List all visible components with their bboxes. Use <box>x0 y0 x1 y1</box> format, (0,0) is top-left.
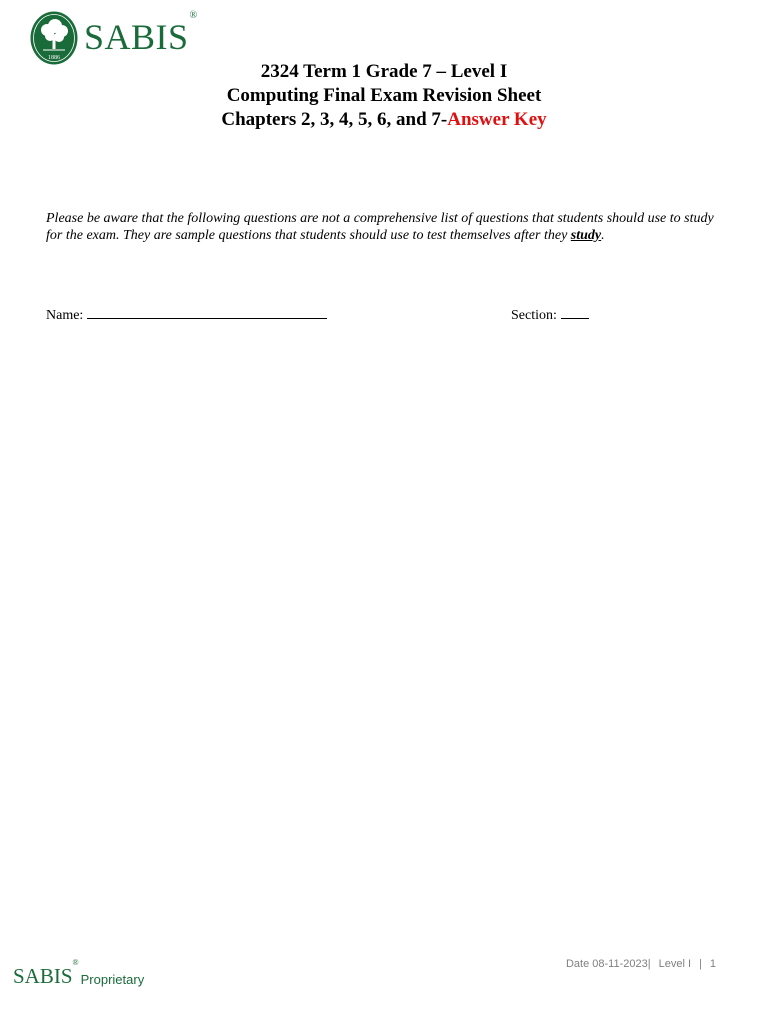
answer-key-label: Answer Key <box>447 109 547 130</box>
section-label: Section: <box>511 308 557 323</box>
tree-seal-icon <box>30 11 78 65</box>
footer-proprietary: Proprietary <box>80 972 145 987</box>
footer-meta <box>562 958 720 970</box>
title-chapters: Chapters 2, 3, 4, 5, 6, and 7- <box>221 109 448 130</box>
title-line-1: 2324 Term 1 Grade 7 – Level I <box>260 61 508 82</box>
document-title <box>0 60 768 132</box>
notice-end: . <box>601 228 605 243</box>
footer-separator: | <box>699 958 702 970</box>
footer-brand <box>13 958 145 988</box>
name-field-row <box>46 305 327 324</box>
name-blank-line[interactable] <box>87 305 327 319</box>
seal-year: 1886 <box>48 55 60 61</box>
notice-text: Please be aware that the following questions are not a comprehensive list of questions that students should use to study for the exam. They are sample questions that students should use to test themselves after they <box>46 211 714 243</box>
section-blank-line[interactable] <box>561 305 589 319</box>
footer-level: Level I <box>658 958 692 970</box>
title-line-3 <box>0 108 768 132</box>
notice-paragraph <box>46 210 726 244</box>
section-field-row <box>511 305 589 324</box>
footer-brand-text: SABIS <box>13 964 73 988</box>
sabis-logo <box>30 11 198 65</box>
logo-text: SABIS <box>84 17 189 57</box>
footer-wordmark <box>13 958 79 988</box>
footer-page-number: 1 <box>709 958 716 970</box>
footer-registered-mark: ® <box>72 958 79 967</box>
registered-mark: ® <box>189 10 198 21</box>
logo-wordmark <box>84 10 198 57</box>
footer-date: Date 08-11-2023| <box>565 958 651 970</box>
title-line-2: Computing Final Exam Revision Sheet <box>226 85 542 106</box>
notice-emphasis: study <box>570 228 602 243</box>
name-label: Name: <box>46 308 84 323</box>
